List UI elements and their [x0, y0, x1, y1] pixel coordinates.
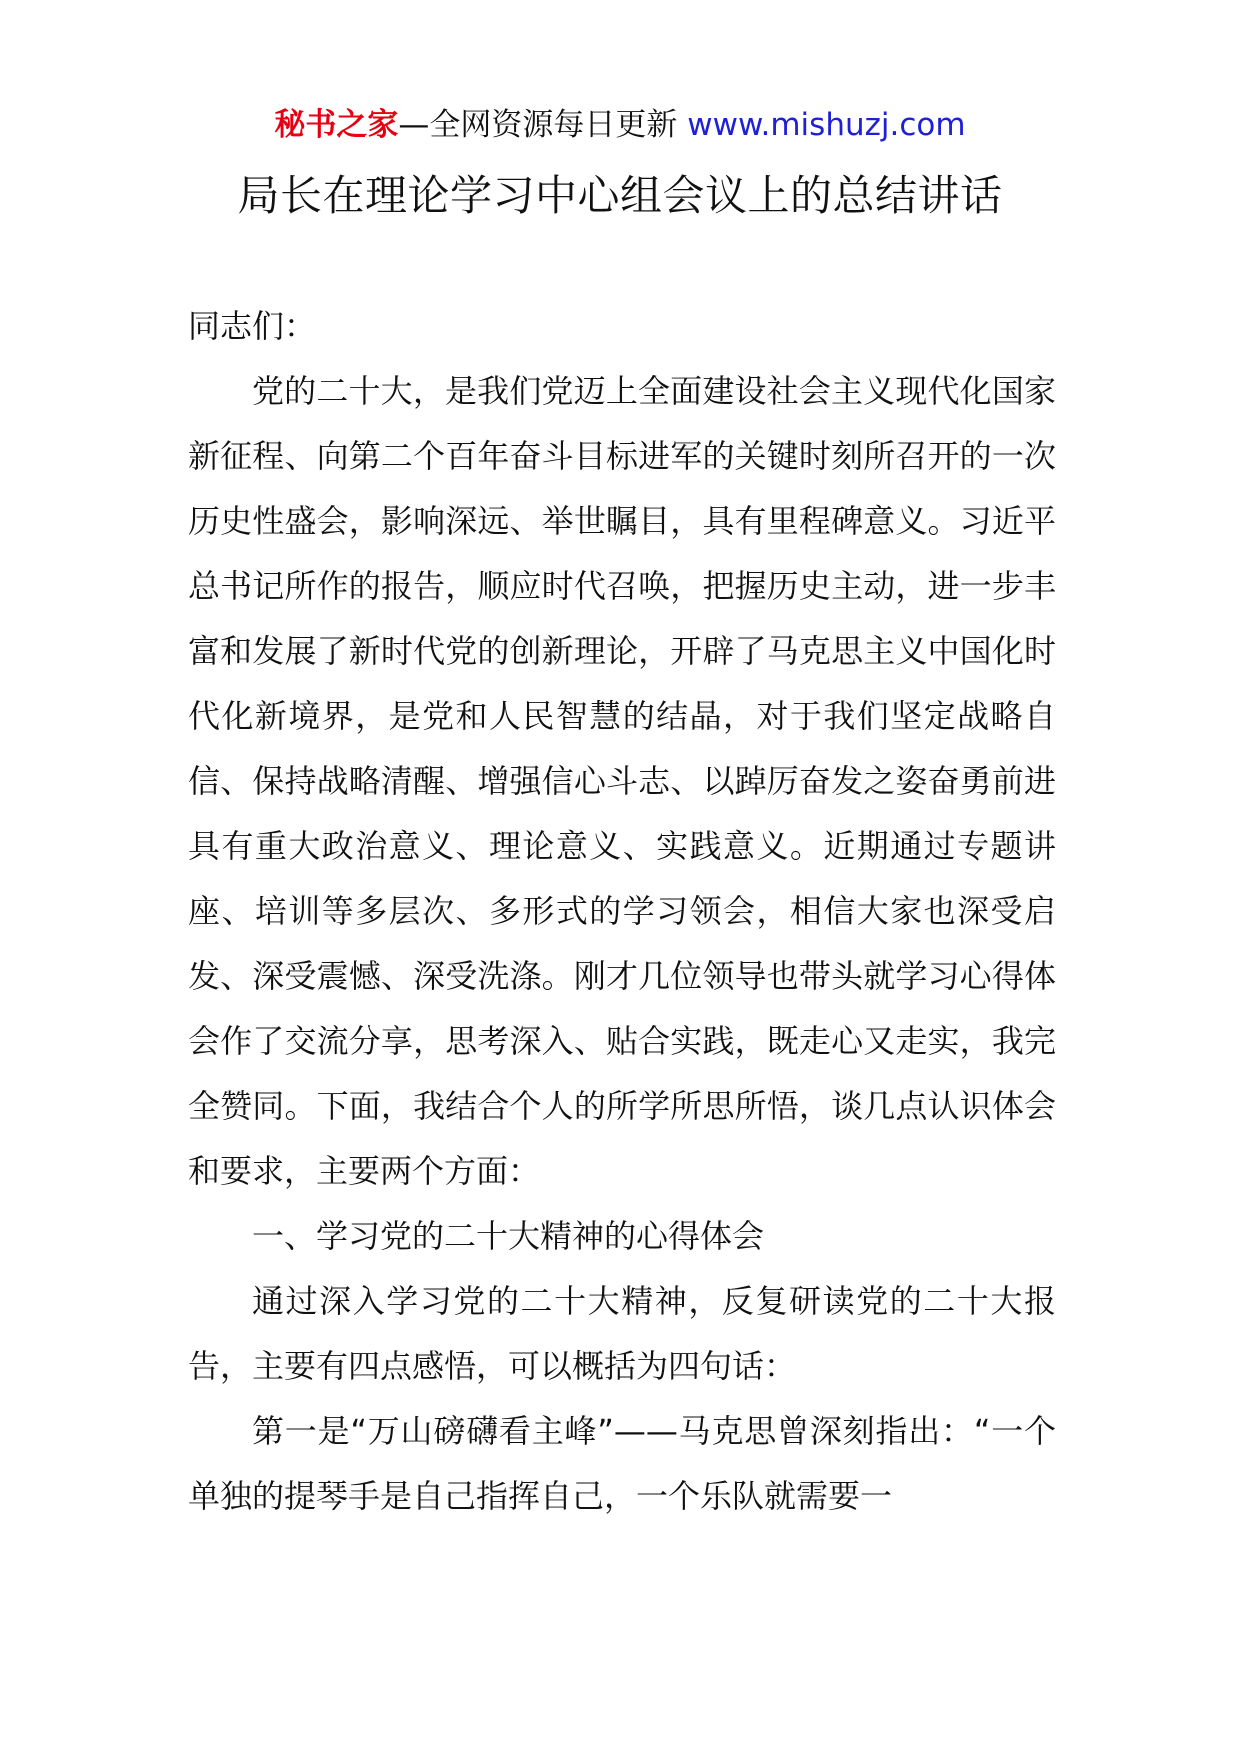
site-brand: 秘书之家: [274, 107, 399, 143]
document-title: 局长在理论学习中心组会议上的总结讲话: [237, 171, 1003, 220]
site-tagline: —全网资源每日更新: [398, 107, 688, 143]
document-body: [188, 294, 1056, 1529]
paragraph-summary: 通过深入学习党的二十大精神，反复研读党的二十大报告，主要有四点感悟，可以概括为四句话：: [188, 1282, 1056, 1385]
site-url-link[interactable]: www.mishuzj.com: [687, 107, 966, 143]
section-heading: 一、学习党的二十大精神的心得体会: [252, 1217, 765, 1255]
paragraph-intro: 党的二十大，是我们党迈上全面建设社会主义现代化国家新征程、向第二个百年奋斗目标进军的关键时刻所召开的一次历史性盛会，影响深远、举世瞩目，具有里程碑意义。习近平总书记所作的报告，顺应时代召唤，把握历史主动，进一步丰富和发展了新时代党的创新理论，开辟了马克思主义中国化时代化新境界，是党和人民智慧的结晶，对于我们坚定战略自信、保持战略清醒、增强信心斗志、以踔厉奋发之姿奋勇前进具有重大政治意义、理论意义、实践意义。近期通过专题讲座、培训等多层次、多形式的学习领会，相信大家也深受启发、深受震憾、深受洗涤。刚才几位领导也带头就学习心得体会作了交流分享，思考深入、贴合实践，既走心又走实，我完全赞同。下面，我结合个人的所学所思所悟，谈几点认识体会和要求，主要两个方面：: [188, 372, 1056, 1190]
site-header: [0, 103, 1240, 147]
salutation: 同志们：: [188, 307, 317, 345]
paragraph-point-one: 第一是“万山磅礴看主峰”——马克思曾深刻指出：“一个单独的提琴手是自己指挥自己，一个乐队就需要一: [188, 1412, 1056, 1515]
